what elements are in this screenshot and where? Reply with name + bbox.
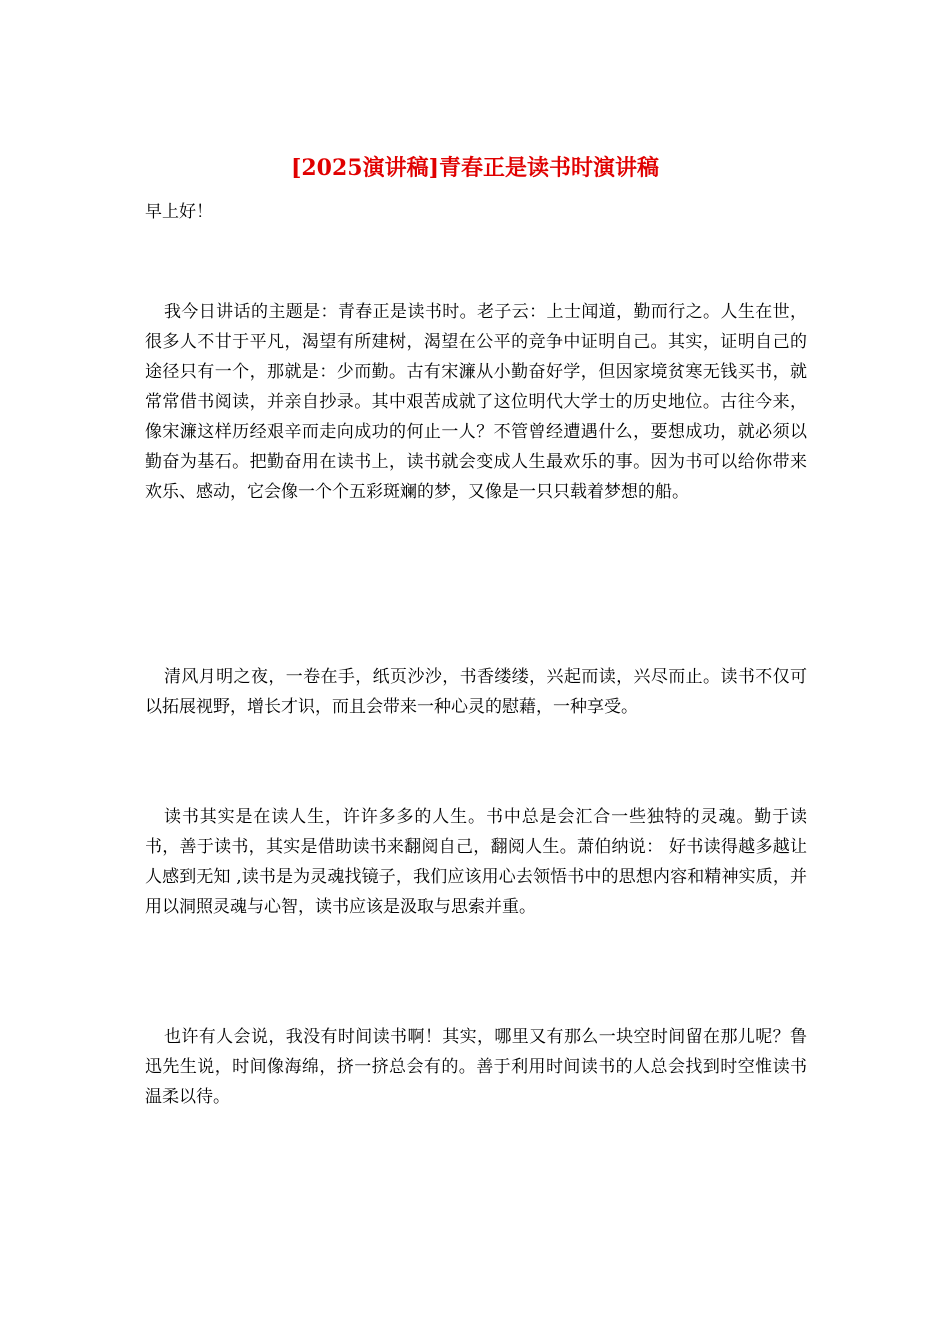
document-title: [2025演讲稿]青春正是读书时演讲稿: [290, 155, 660, 181]
paragraph-1: 我今日讲话的主题是：青春正是读书时。老子云：上士闻道，勤而行之。人生在世，很多人不甘于平凡，渴望有所建树，渴望在公平的竞争中证明自己。其实，证明自己的途径只有一个，那就是：少而勤。古有宋濂从小勤奋好学，但因家境贫寒无钱买书，就常常借书阅读，并亲自抄录。其中艰苦成就了这位明代大学士的历史地位。古往今来，像宋濂这样历经艰辛而走向成功的何止一人？不管曾经遭遇什么，要想成功，就必须以勤奋为基石。把勤奋用在读书上，读书就会变成人生最欢乐的事。因为书可以给你带来欢乐、感动，它会像一个个五彩斑斓的梦，又像是一只只载着梦想的船。: [145, 302, 807, 502]
greeting-text: 早上好！: [145, 202, 213, 222]
paragraph-3: 读书其实是在读人生，许许多多的人生。书中总是会汇合一些独特的灵魂。勤于读书，善于读书，其实是借助读书来翻阅自己，翻阅人生。萧伯纳说： 好书读得越多越让人感到无知 ,读书是为灵魂找镜子，我们应该用心去领悟书中的思想内容和精神实质，并用以洞照灵魂与心智，读书应该是汲取与思索并重。: [145, 807, 807, 917]
paragraph-4: 也许有人会说，我没有时间读书啊！其实，哪里又有那么一块空时间留在那儿呢？鲁迅先生说，时间像海绵，挤一挤总会有的。善于利用时间读书的人总会找到时空惟读书温柔以待。: [145, 1027, 807, 1107]
paragraph-2: 清风月明之夜，一卷在手，纸页沙沙，书香缕缕，兴起而读，兴尽而止。读书不仅可以拓展视野，增长才识，而且会带来一种心灵的慰藉，一种享受。: [145, 667, 807, 717]
